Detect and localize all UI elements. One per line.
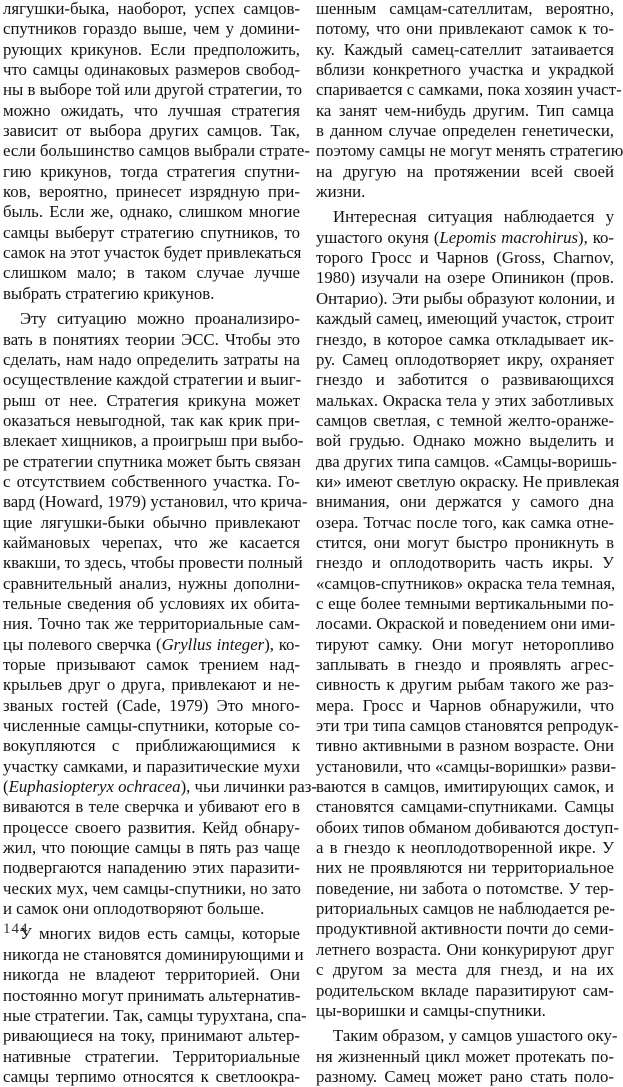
text-line: 1980) изучали на озере Опиникон (пров. — [316, 268, 614, 288]
text-line: (Euphasiopteryx ochracea), чьи личинки раз- — [3, 777, 317, 797]
page-number: 144 — [3, 921, 29, 937]
text-line: цы полевого сверчка (Gryllus integer), ко- — [3, 634, 300, 654]
text-line: ния. Точно так же территориальные сам- — [3, 614, 300, 634]
text-line: если большинство самцов выбрали страте- — [3, 141, 310, 161]
text-line: поведение, ни забота о потомстве. У тер- — [316, 878, 614, 898]
text-line: ки» имеют светлую окраску. Не привлекая — [316, 471, 620, 491]
text-line: выбрать стратегию крикунов. — [3, 283, 215, 303]
text-line: сравнительный анализ, нужны дополни- — [3, 573, 300, 593]
text-line: самцы терпимо относятся к светлоокра- — [3, 1066, 300, 1086]
text-line: тивно активными в разном возрасте. Они — [316, 736, 614, 756]
text-line: мальках. Окраска тела у этих заботливых — [316, 390, 614, 410]
text-line: потому, что они привлекают самок к то- — [316, 19, 614, 39]
text-line: ваются в самцов, имитирующих самок, и — [316, 777, 614, 797]
text-line: каждый самец, имеющий участок, строит — [316, 309, 614, 329]
text-line: ка занят чем-нибудь другим. Тип самца — [316, 100, 614, 120]
text-line: спаривается с самками, пока хозяин участ- — [316, 80, 622, 100]
text-line: в данном случае определен генетически, — [316, 121, 614, 141]
text-line: вой грудью. Однако можно выделить и — [316, 431, 614, 451]
text-line: поэтому самцы не могут менять стратегию — [316, 141, 623, 161]
text-line: сивность к другим рыбам такого же раз- — [316, 675, 614, 695]
text-line: быль. Если же, однако, слишком многие — [3, 202, 300, 222]
text-line: постоянно могут принимать альтернатив- — [3, 985, 301, 1005]
text-line: Таким образом, у самцов ушастого оку- — [333, 1026, 618, 1046]
text-line: а в гнездо к неоплодотворенной икре. У — [316, 838, 614, 858]
text-line: ушастого окуня (Lepomis macrohirus), ко- — [316, 227, 614, 247]
text-line: лягушки-быка, наоборот, успех самцов- — [3, 0, 300, 18]
text-line: продуктивной активности почти до семи- — [316, 919, 614, 939]
text-line: озера. Тотчас после того, как самка отне- — [316, 512, 614, 532]
text-line: ку. Каждый самец-сателлит затаивается — [316, 39, 614, 59]
latin-species-name: Gryllus integer — [161, 634, 265, 654]
text-line: виваются в теле сверчка и убивают его в — [3, 797, 300, 817]
text-line: ривающиеся на току, принимают альтер- — [3, 1026, 300, 1046]
paragraph — [3, 924, 307, 1087]
text-line: торого Гросс и Чарнов (Gross, Charnov, — [316, 248, 614, 268]
text-line: мера. Гросс и Чарнов обнаружили, что — [316, 695, 614, 715]
text-line: процессе своего развития. Кейд обнару- — [3, 817, 300, 837]
text-line: гию крикунов, тогда стратегия спутни- — [3, 161, 300, 181]
text-line: ные стратегии. Так, самцы турухтана, спа- — [3, 1005, 307, 1025]
text-line: оказаться невыгодной, так как крик при- — [3, 410, 300, 430]
text-line: рыш от нее. Стратегия крикуна может — [3, 390, 300, 410]
text-line: никогда не становятся доминирующими и — [3, 944, 304, 964]
text-line: цы-воришки и самцы-спутники. — [316, 1000, 546, 1020]
text-line: и самок они оплодотворяют больше. — [3, 899, 265, 919]
text-line: шенным самцам-сателлитам, вероятно, — [316, 0, 614, 18]
text-line: каймановых черепах, что же касается — [3, 532, 300, 552]
text-line: тельные сведения об условиях их обита- — [3, 593, 300, 613]
right-column — [316, 0, 623, 1087]
text-line: нативные стратегии. Территориальные — [3, 1046, 300, 1066]
text-line: разному. Самец может рано стать поло- — [316, 1066, 614, 1086]
text-line: ков, вероятно, принесет изрядную при- — [3, 182, 300, 202]
text-line: лосами. Окраской и поведением они ими- — [316, 614, 616, 634]
text-line: подвергаются нападению этих паразити- — [3, 858, 300, 878]
text-line: самцы выберут стратегию спутников, то — [3, 222, 300, 242]
text-line: спутников гораздо выше, чем у домини- — [3, 19, 300, 39]
text-line: сделать, нам надо определить затраты на — [3, 349, 300, 369]
text-line: званых гостей (Cade, 1979) Это много- — [3, 695, 300, 715]
text-line: с еще более темными вертикальными по- — [316, 593, 614, 613]
text-line: риториальных самцов не наблюдается ре- — [316, 899, 615, 919]
text-line: численные самцы-спутники, которые со- — [3, 716, 300, 736]
text-line: квакши, то здесь, чтобы провести полный — [3, 553, 303, 573]
text-line: летнего возраста. Они конкурируют друг — [316, 939, 614, 959]
text-line: самцов светлая, с темной желто-оранже- — [316, 410, 614, 430]
text-line: гнездо и оплодотворить часть икры. У — [316, 553, 614, 573]
text-line: У многих видов есть самцы, которые — [20, 924, 300, 944]
text-line: вблизи конкретного участка и украдкой — [316, 60, 614, 80]
text-line: рующих крикунов. Если предположить, — [3, 39, 300, 59]
text-line: торые призывают самок трением над- — [3, 655, 300, 674]
text-line: «самцов-спутников» окраска тела темная, — [316, 573, 616, 593]
paragraph — [316, 207, 620, 1021]
text-line: гнездо, в которое самка откладывает ик- — [316, 329, 614, 349]
latin-species-name: Euphasiopteryx ochracea — [8, 777, 181, 797]
text-line: участку самками, и паразитические мухи — [3, 756, 300, 776]
text-line: гнездо и заботится о развивающихся — [316, 370, 614, 390]
text-line: самок на этот участок будет привлекаться — [3, 243, 302, 263]
text-line: них не проявляются ни территориальное — [316, 858, 614, 878]
text-line: вард (Howard, 1979) установил, что крича- — [3, 492, 308, 512]
text-line: Эту ситуацию можно проанализиро- — [20, 309, 300, 329]
text-line: жил, что поющие самцы в пять раз чаще — [3, 838, 300, 858]
paragraph — [316, 0, 623, 202]
latin-species-name: Lepomis macrohirus — [439, 227, 578, 247]
text-line: с отсутствием собственного участка. Го- — [3, 471, 300, 491]
left-column — [3, 0, 317, 1087]
text-line: обоих типов обманом добиваются доступ- — [316, 817, 619, 837]
text-line: вокупляются с приближающимися к — [3, 736, 300, 756]
paragraph — [316, 1026, 618, 1087]
text-line: ны в выборе той или другой стратегии, то — [3, 80, 302, 100]
text-line: родительском вкладе паразитируют сам- — [316, 980, 614, 1000]
paragraph — [3, 0, 310, 304]
text-line: на другую на протяжении всей своей — [316, 161, 614, 181]
text-line: Онтарио). Эти рыбы образуют колонии, и — [316, 288, 615, 308]
text-line: никогда не владеют территорией. Они — [3, 965, 300, 985]
text-line: щие лягушки-быки обычно привлекают — [3, 512, 300, 532]
text-line: установили, что «самцы-воришки» разви- — [316, 756, 617, 776]
text-line: с другом за места для гнезд, и на их — [316, 960, 614, 980]
text-line: жизни. — [316, 182, 366, 202]
text-line: ре стратегии спутника может быть связан — [3, 451, 301, 471]
text-line: внимания, они держатся у самого дна — [316, 492, 614, 512]
text-line: Интересная ситуация наблюдается у — [333, 207, 614, 227]
text-line: крыльев друг о друга, привлекают и не- — [3, 675, 300, 695]
text-line: зависит от выбора других самцов. Так, — [3, 121, 300, 141]
text-line: ческих мух, чем самцы-спутники, но зато — [3, 878, 301, 898]
text-line: тируют самку. Они могут неторопливо — [316, 634, 614, 654]
text-line: вать в понятиях теории ЭСС. Чтобы это — [3, 329, 300, 349]
paragraph — [3, 309, 317, 919]
text-line: стится, они могут быстро проникнуть в — [316, 532, 614, 552]
text-line: можно ожидать, что лучшая стратегия — [3, 100, 300, 120]
text-line: влекает хищников, а проигрыш при выбо- — [3, 431, 304, 451]
text-line: ру. Самец оплодотворяет икру, охраняет — [316, 349, 614, 369]
text-line: заплывать в гнездо и проявлять агрес- — [316, 655, 614, 674]
text-line: что самцы одинаковых размеров свобод- — [3, 60, 300, 80]
text-line: эти три типа самцов становятся репродук- — [316, 716, 619, 736]
text-line: слишком мало; в таком случае лучше — [3, 263, 300, 283]
text-line: ня жизненный цикл может протекать по- — [316, 1046, 614, 1066]
text-line: осуществление каждой стратегии и выиг- — [3, 370, 302, 390]
text-line: два других типа самцов. «Самцы-воришь- — [316, 451, 618, 471]
text-line: становятся самцами-спутниками. Самцы — [316, 797, 614, 817]
